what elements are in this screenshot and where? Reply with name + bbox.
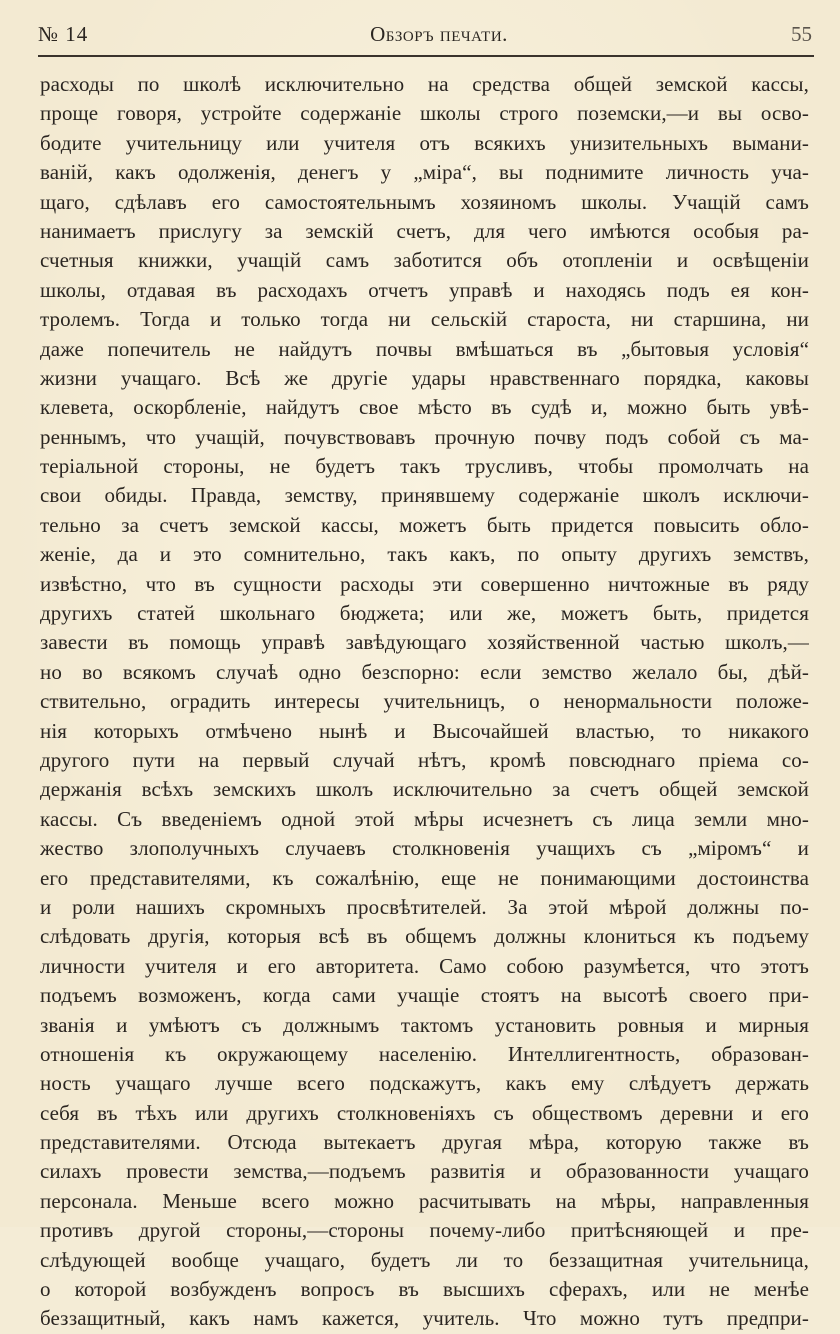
text-line: ствительно, оградить интересы учительницъ, о ненормальности положе- [40, 689, 809, 714]
text-line: нія которыхъ отмѣчено нынѣ и Высочайшей властью, то никакого [40, 718, 809, 743]
text-line: кассы. Съ введеніемъ одной этой мѣры исчезнетъ съ лица земли мно- [40, 806, 809, 831]
text-line: бодите учительницу или учителя отъ всякихъ унизительныхъ вымани- [40, 130, 809, 155]
text-line: слѣдующей вообще учащаго, будетъ ли то беззащитная учительница, [40, 1247, 809, 1272]
text-line: счетныя книжки, учащій самъ заботится объ отопленіи и освѣщеніи [40, 248, 809, 273]
text-line: извѣстно, что въ сущности расходы эти совершенно ничтожные въ ряду [40, 571, 809, 596]
text-line: жество злополучныхъ случаевъ столкновенія учащихъ съ „міромъ“ и [40, 836, 809, 861]
text-line: силахъ провести земства,—подъемъ развитія и образованности учащаго [40, 1159, 809, 1184]
text-line: свои обиды. Правда, земству, принявшему содержаніе школъ исключи- [40, 483, 809, 508]
text-line: проще говоря, устройте содержаніе школы строго поземски,—и вы осво- [40, 101, 809, 126]
text-line: другого пути на первый случай нѣтъ, кромѣ повсюднаго пріема со- [40, 747, 809, 772]
text-line: персонала. Меньше всего можно расчитывать на мѣры, направленныя [40, 1188, 809, 1213]
text-line: тролемъ. Тогда и только тогда ни сельскій староста, ни старшина, ни [40, 307, 809, 332]
text-line: отношенія къ окружающему населенію. Интеллигентность, образован- [40, 1041, 809, 1066]
page-number: 55 [791, 22, 812, 46]
text-line: и роли нашихъ скромныхъ просвѣтителей. За этой мѣрой должны по- [40, 894, 809, 919]
text-line: званія и умѣютъ съ должнымъ тактомъ установить ровныя и мирныя [40, 1012, 809, 1037]
text-line: слѣдовать другія, которыя всѣ въ общемъ должны клониться къ подъему [40, 924, 809, 949]
text-line: противъ другой стороны,—стороны почему-либо притѣсняющей и пре- [40, 1218, 809, 1243]
text-line: его представителями, къ сожалѣнію, еще не понимающими достоинства [40, 865, 809, 890]
text-line: женіе, да и это сомнительно, такъ какъ, по опыту другихъ земствъ, [40, 542, 809, 567]
text-line: беззащитный, какъ намъ кажется, учитель. Что можно тутъ предпри- [40, 1306, 809, 1331]
text-line: расходы по школѣ исключительно на средства общей земской кассы, [40, 72, 809, 96]
text-line: жизни учащаго. Всѣ же другіе удары нравственнаго порядка, каковы [40, 365, 809, 390]
running-title: Обзоръ печати. [370, 22, 508, 46]
text-line: себя въ тѣхъ или другихъ столкновеніяхъ съ обществомъ деревни и его [40, 1100, 809, 1125]
text-line: подъемъ возможенъ, когда сами учащіе стоятъ на высотѣ своего при- [40, 983, 809, 1008]
header-rule [38, 55, 814, 57]
text-line: реннымъ, что учащій, почувствовавъ прочную почву подъ собой съ ма- [40, 424, 809, 449]
text-line: личности учителя и его авторитета. Само собою разумѣется, что этотъ [40, 953, 809, 978]
text-line: держанія всѣхъ земскихъ школъ исключительно за счетъ общей земской [40, 777, 809, 802]
text-line: нанимаетъ прислугу за земскій счетъ, для чего имѣются особыя ра- [40, 218, 809, 243]
text-line: о которой возбужденъ вопросъ въ высшихъ сферахъ, или не менѣе [40, 1277, 809, 1302]
text-line: ваній, какъ одолженія, денегъ у „міра“, вы поднимите личность уча- [40, 160, 809, 185]
issue-number: № 14 [38, 22, 89, 46]
text-line: теріальной стороны, не будетъ такъ труcливъ, чтобы промолчать на [40, 454, 809, 479]
text-line: клевета, оскорбленіе, найдутъ свое мѣсто въ судѣ и, можно быть увѣ- [40, 395, 809, 420]
text-line: тельно за счетъ земской кассы, можетъ быть придется повысить обло- [40, 512, 809, 537]
text-line: щаго, сдѣлавъ его самостоятельнымъ хозяиномъ школы. Учащій самъ [40, 189, 809, 214]
page-header [38, 20, 812, 54]
body-text [40, 70, 809, 1334]
text-line: представителями. Отсюда вытекаетъ другая мѣра, которую также въ [40, 1130, 809, 1155]
text-line: даже попечитель не найдутъ почвы вмѣшаться въ „бытовыя условія“ [40, 336, 809, 361]
text-line: но во всякомъ случаѣ одно безспорно: если земство желало бы, дѣй- [40, 659, 809, 684]
text-line: завести въ помощь управѣ завѣдующаго хозяйственной частью школъ,— [40, 630, 809, 655]
text-line: другихъ статей школьнаго бюджета; или же, можетъ быть, придется [40, 601, 809, 626]
text-line: школы, отдавая въ расходахъ отчетъ управѣ и находясь подъ ея кон- [40, 277, 809, 302]
text-line: ность учащаго лучше всего подскажутъ, какъ ему слѣдуетъ держать [40, 1071, 809, 1096]
